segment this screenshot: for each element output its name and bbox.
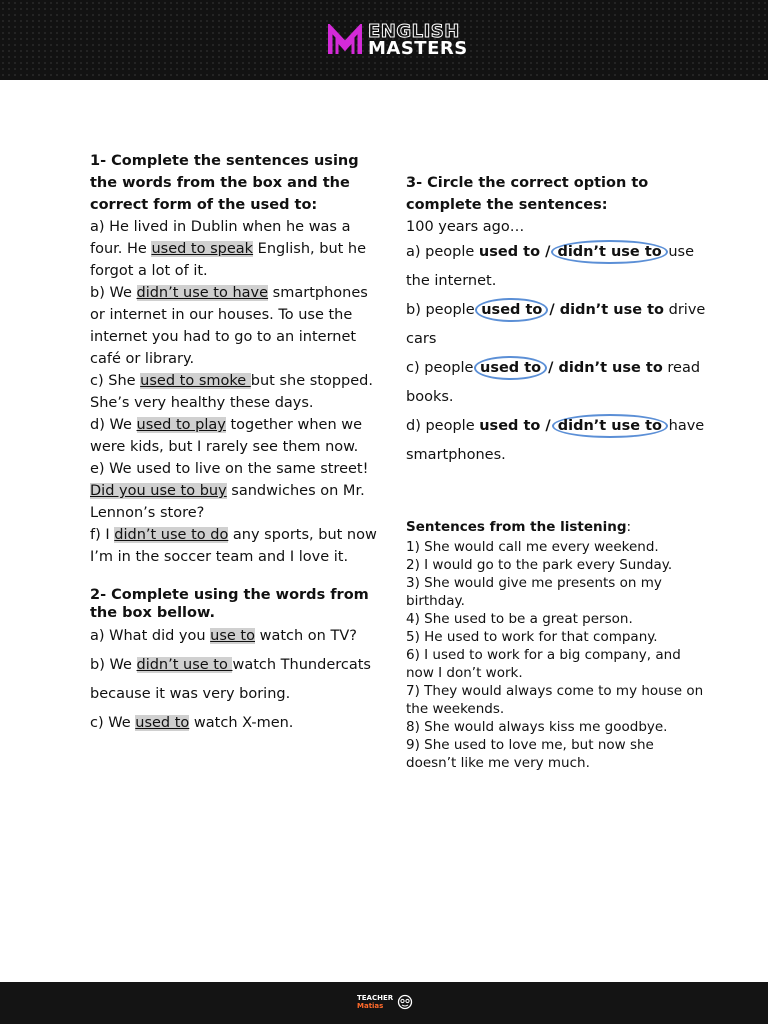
- ex1-d-text: d) We: [90, 417, 137, 433]
- listening-title: [406, 516, 706, 538]
- ex1-f-text: f) I: [90, 527, 115, 543]
- ex2-c-text: c) We: [90, 715, 136, 731]
- spacer: [90, 568, 380, 586]
- ex1-c-text-end: but she stopped. She’s very healthy these days.: [90, 373, 373, 411]
- ex1-a-answer: used to speak: [151, 241, 254, 257]
- ex2-c-answer: used to: [135, 715, 190, 731]
- ex1-item-e: [90, 458, 380, 524]
- ex1-e-text: e) We used to live on the same street!: [90, 461, 369, 477]
- ex2-item-b: [90, 651, 380, 709]
- ex1-item-c: [90, 370, 380, 414]
- listening-title-colon: :: [626, 519, 632, 535]
- ex2-b-text-end: watch Thundercats because it was very boring.: [90, 657, 371, 702]
- teacher-matias-logo: [357, 994, 413, 1010]
- ex3-intro: 100 years ago…: [406, 219, 525, 235]
- ex1-e-answer: Did you use to buy: [90, 483, 227, 499]
- ex3-b-circled-option: used to: [475, 298, 548, 322]
- ex3-d-option1: used to: [479, 418, 541, 434]
- exercise-3-title: 3- Circle the correct option to complete the sentences:: [406, 175, 649, 213]
- ex1-f-text-end: any sports, but now I’m in the soccer team and I love it.: [90, 527, 377, 565]
- ex1-d-answer: used to play: [136, 417, 226, 433]
- logo-line2: MASTERS: [368, 38, 468, 59]
- ex1-c-text: c) She: [90, 373, 141, 389]
- ex1-b-answer: didn’t use to have: [136, 285, 269, 301]
- ex3-c-slash: /: [543, 360, 559, 376]
- english-masters-logo: [328, 20, 468, 60]
- ex1-e-text-end: sandwiches on Mr. Lennon’s store?: [90, 483, 365, 521]
- ex3-a-circled-option: didn’t use to: [551, 240, 667, 264]
- footer-line2: Matias: [357, 1002, 384, 1010]
- ex3-items: [406, 238, 706, 470]
- ex3-c-circled-option: used to: [474, 356, 547, 380]
- exercise-1-title: 1- Complete the sentences using the words from the box and the correct form of the used to:: [90, 153, 359, 213]
- logo-line1: ENGLISH: [368, 21, 460, 42]
- page-header: [0, 0, 768, 80]
- ex1-item-b: [90, 282, 380, 370]
- list-item: 5) He used to work for that company.: [406, 629, 658, 645]
- ex3-item-d: [406, 412, 706, 470]
- ex3-c-text-end: read books.: [406, 360, 701, 405]
- right-column: [406, 172, 706, 772]
- list-item: 8) She would always kiss me goodbye.: [406, 719, 668, 735]
- list-item: 4) She used to be a great person.: [406, 611, 633, 627]
- ex3-a-option1: used to: [478, 244, 541, 260]
- ex3-b-slash: /: [544, 302, 560, 318]
- ex1-c-answer: used to smoke: [140, 373, 251, 389]
- ex1-d-text-end: together when we were kids, but I rarely see them now.: [90, 417, 363, 455]
- ex2-b-answer: didn’t use to: [136, 657, 233, 673]
- list-item: 7) They would always come to my house on the weekends.: [406, 683, 704, 717]
- ex3-b-text: b) people: [406, 302, 480, 318]
- list-item: 3) She would give me presents on my birthday.: [406, 575, 662, 609]
- list-item: 6) I used to work for a big company, and now I don’t work.: [406, 647, 681, 681]
- ex3-item-b: [406, 296, 706, 354]
- listening-title-text: Sentences from the listening: [406, 519, 627, 535]
- ex3-b-option2: didn’t use to: [559, 302, 665, 318]
- list-item: 9) She used to love me, but now she doesn’t like me very much.: [406, 737, 654, 771]
- ex1-b-text: b) We: [90, 285, 137, 301]
- ex2-item-a: [90, 622, 380, 651]
- ex1-f-answer: didn’t use to do: [114, 527, 229, 543]
- ex3-d-text: d) people: [406, 418, 480, 434]
- ex3-item-a: [406, 238, 706, 296]
- ex3-item-c: [406, 354, 706, 412]
- face-icon: [397, 994, 413, 1010]
- ex1-b-text-end: smartphones or internet in our houses. To use the internet you had to go to an internet café or library.: [90, 285, 368, 367]
- ex2-item-c: [90, 709, 380, 738]
- ex1-item-a: [90, 216, 380, 282]
- logo-m-icon: [328, 24, 362, 56]
- footer-line1: TEACHER: [357, 994, 394, 1002]
- ex3-b-text-end: drive cars: [406, 302, 706, 347]
- ex3-d-text-end: have smartphones.: [406, 418, 705, 463]
- ex1-item-d: [90, 414, 380, 458]
- page-footer: [0, 982, 768, 1024]
- spacer: [406, 470, 706, 516]
- ex2-a-text-end: watch on TV?: [255, 628, 357, 644]
- ex1-item-f: [90, 524, 380, 568]
- ex3-c-option2: didn’t use to: [558, 360, 663, 376]
- ex3-d-circled-option: didn’t use to: [552, 414, 668, 438]
- ex1-a-text-end: English, but he forgot a lot of it.: [90, 241, 367, 279]
- ex3-a-text: a) people: [406, 244, 479, 260]
- ex3-a-text-end: use the internet.: [406, 244, 694, 289]
- exercise-2-title: 2- Complete using the words from the box bellow.: [90, 587, 369, 621]
- ex2-b-text: b) We: [90, 657, 137, 673]
- left-column: [90, 150, 380, 738]
- ex2-c-text-end: watch X-men.: [189, 715, 294, 731]
- ex3-d-slash: /: [540, 418, 556, 434]
- ex3-c-text: c) people: [406, 360, 478, 376]
- listening-list: [406, 538, 706, 772]
- ex2-a-text: a) What did you: [90, 628, 211, 644]
- ex1-a-text: a) He lived in Dublin when he was a four. He: [90, 219, 351, 257]
- footer-logo-text: [357, 994, 393, 1010]
- list-item: 1) She would call me every weekend.: [406, 539, 659, 555]
- ex3-a-slash: /: [540, 244, 556, 260]
- ex2-a-answer: use to: [210, 628, 255, 644]
- logo-text: [368, 23, 468, 57]
- ex2-items: [90, 622, 380, 738]
- list-item: 2) I would go to the park every Sunday.: [406, 557, 673, 573]
